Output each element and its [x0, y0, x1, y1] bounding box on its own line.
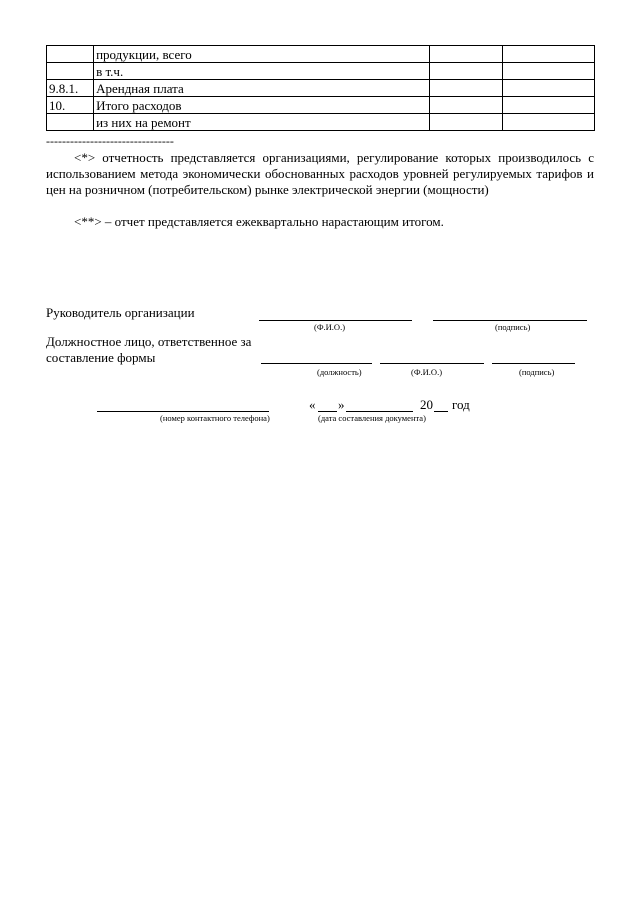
table-row	[47, 97, 595, 114]
value-cell	[502, 80, 594, 97]
year-line	[434, 411, 448, 412]
signature-line-2	[492, 363, 575, 364]
value-cell	[429, 114, 502, 131]
row-number	[47, 46, 94, 63]
value-cell	[429, 97, 502, 114]
date-open-quote: «	[309, 397, 316, 412]
row-name: в т.ч.	[94, 63, 430, 80]
row-name: из них на ремонт	[94, 114, 430, 131]
expenses-table	[46, 45, 595, 131]
row-name: Арендная плата	[94, 80, 430, 97]
phone-caption: (номер контактного телефона)	[160, 413, 270, 423]
date-caption: (дата составления документа)	[318, 413, 426, 423]
value-cell	[502, 114, 594, 131]
fio-line-2	[380, 363, 484, 364]
sign-caption: (подпись)	[495, 322, 531, 332]
footnote-1: <*> отчетность представляется организациями, регулирование которых производилось с использованием метода экономически обоснованных расходов уровней регулируемых тарифов и цен на розничном (потребительском) рынке электрической энергии (мощности)	[46, 150, 594, 197]
year-suffix: год	[452, 397, 470, 412]
row-name: Итого расходов	[94, 97, 430, 114]
footnote-separator: --------------------------------	[46, 134, 174, 148]
value-cell	[502, 46, 594, 63]
fio-caption: (Ф.И.О.)	[314, 322, 346, 332]
row-name: продукции, всего	[94, 46, 430, 63]
date-close-quote: »	[338, 397, 345, 412]
value-cell	[429, 63, 502, 80]
responsible-label-line1: Должностное лицо, ответственное за	[46, 334, 252, 349]
row-number: 10.	[47, 97, 94, 114]
row-number	[47, 63, 94, 80]
fio-caption-2: (Ф.И.О.)	[411, 367, 443, 377]
value-cell	[502, 97, 594, 114]
responsible-label-line2: составление формы	[46, 350, 156, 365]
month-line	[346, 411, 413, 412]
head-label: Руководитель организации	[46, 305, 195, 320]
fio-line	[259, 320, 412, 321]
value-cell	[502, 63, 594, 80]
value-cell	[429, 46, 502, 63]
value-cell	[429, 80, 502, 97]
table-row	[47, 63, 595, 80]
table-row	[47, 114, 595, 131]
row-number: 9.8.1.	[47, 80, 94, 97]
table-row	[47, 46, 595, 63]
row-number	[47, 114, 94, 131]
table-row	[47, 80, 595, 97]
position-line	[261, 363, 372, 364]
sign-caption-2: (подпись)	[519, 367, 555, 377]
phone-line	[97, 411, 269, 412]
day-line	[318, 411, 337, 412]
position-caption: (должность)	[317, 367, 362, 377]
year-prefix: 20	[420, 397, 433, 412]
signature-line	[433, 320, 587, 321]
footnote-2: <**> – отчет представляется ежеквартально нарастающим итогом.	[74, 214, 444, 229]
